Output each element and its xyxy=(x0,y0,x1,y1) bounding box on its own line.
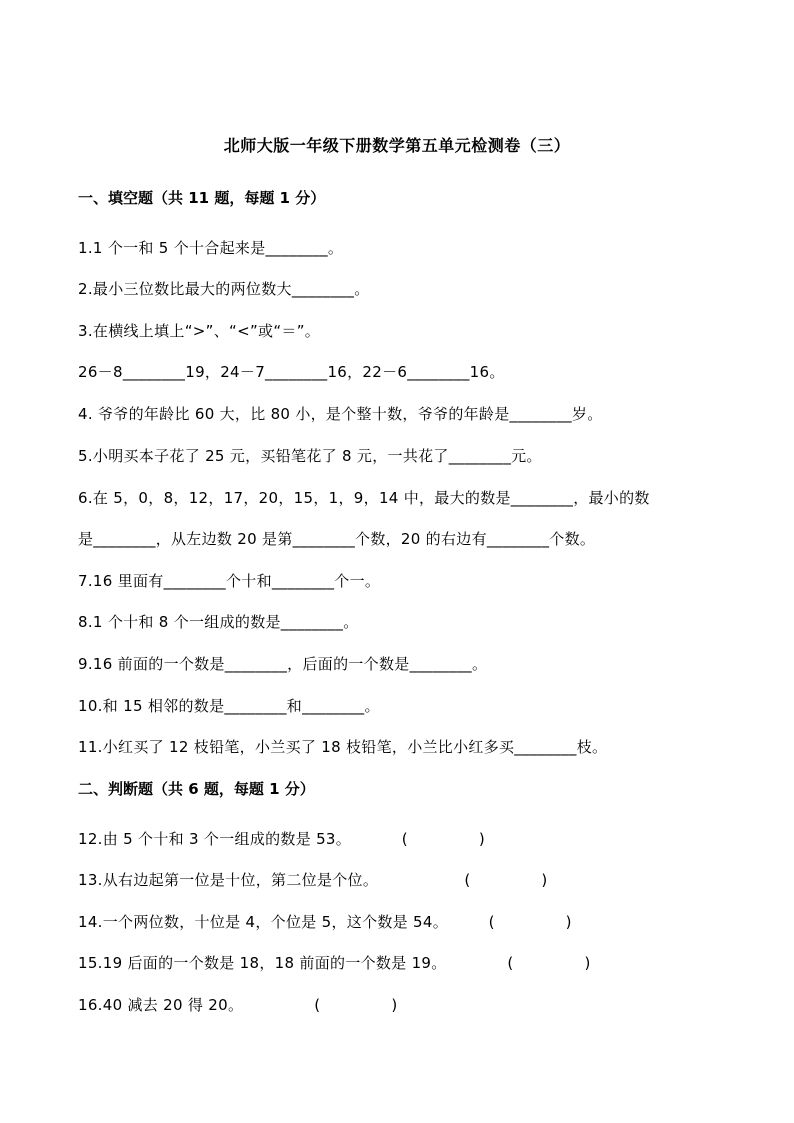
question-6-line-2: 是________，从左边数 20 是第________个数，20 的右边有________个数。 xyxy=(78,530,596,548)
question-13: 13.从右边起第一位是十位，第二位是个位。 ( ) xyxy=(78,871,548,889)
question-8: 8.1 个十和 8 个一组成的数是________。 xyxy=(78,613,359,631)
question-16: 16.40 减去 20 得 20。 ( ) xyxy=(78,996,398,1014)
question-5: 5.小明买本子花了 25 元，买铅笔花了 8 元，一共花了________元。 xyxy=(78,447,542,465)
question-6-line-1: 6.在 5，0，8，12，17，20，15，1，9，14 中，最大的数是________，最小的数 xyxy=(78,489,650,507)
section-heading-fill-in: 一、填空题（共 11 题，每题 1 分） xyxy=(78,189,326,207)
section-heading-true-false: 二、判断题（共 6 题，每题 1 分） xyxy=(78,780,315,798)
question-4: 4. 爷爷的年龄比 60 大，比 80 小，是个整十数，爷爷的年龄是________岁。 xyxy=(78,405,603,423)
question-12: 12.由 5 个十和 3 个一组成的数是 53。 ( ) xyxy=(78,830,486,848)
question-11: 11.小红买了 12 枝铅笔，小兰买了 18 枝铅笔，小兰比小红多买________枝。 xyxy=(78,738,608,756)
question-1: 1.1 个一和 5 个十合起来是________。 xyxy=(78,239,344,257)
question-14: 14.一个两位数，十位是 4，个位是 5，这个数是 54。 ( ) xyxy=(78,913,572,931)
page-title: 北师大版一年级下册数学第五单元检测卷（三） xyxy=(223,136,571,155)
question-10: 10.和 15 相邻的数是________和________。 xyxy=(78,697,380,715)
question-15: 15.19 后面的一个数是 18，18 前面的一个数是 19。 ( ) xyxy=(78,954,591,972)
question-3: 3.在横线上填上“>”、“<”或“＝”。 xyxy=(78,322,321,340)
question-7: 7.16 里面有________个十和________个一。 xyxy=(78,572,381,590)
question-3-expressions: 26－8________19，24－7________16，22－6________16。 xyxy=(78,363,505,381)
question-2: 2.最小三位数比最大的两位数大________。 xyxy=(78,280,370,298)
question-9: 9.16 前面的一个数是________，后面的一个数是________。 xyxy=(78,655,488,673)
